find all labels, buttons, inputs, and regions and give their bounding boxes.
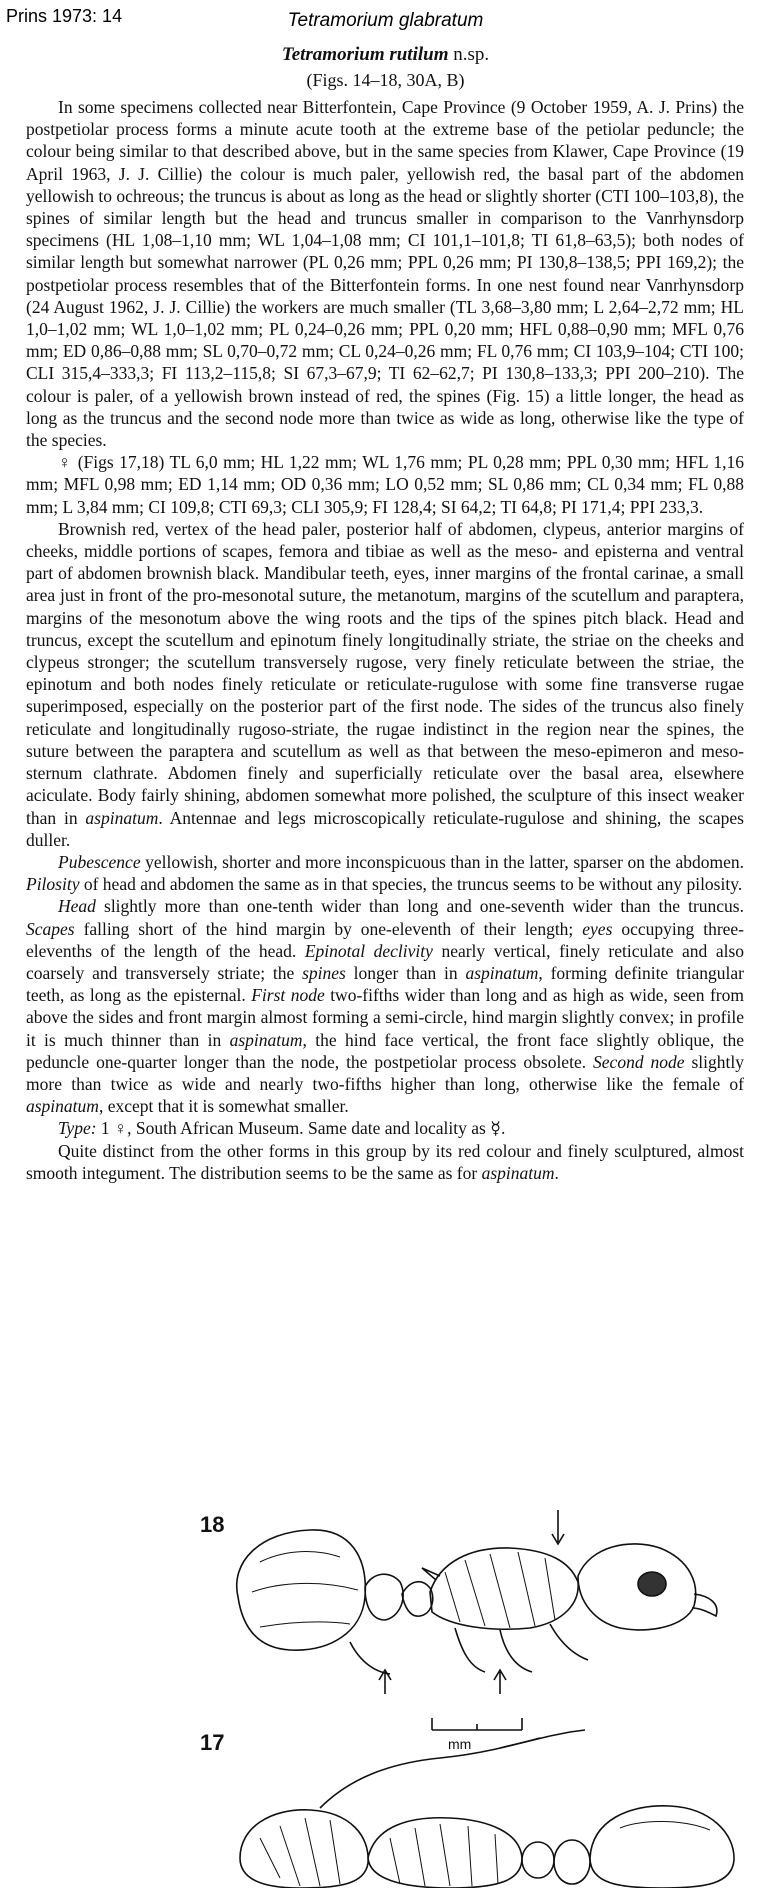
postpetiole-lateral bbox=[365, 1574, 403, 1620]
text-run: . bbox=[554, 1162, 559, 1183]
text-run: 1 ♀, South African Museum. Same date and locality as ☿. bbox=[96, 1118, 506, 1139]
fig-18-label: 18 bbox=[200, 1512, 225, 1537]
text-run: longer than in bbox=[345, 962, 466, 983]
text-run: In some specimens collected near Bitterfontein, Cape Province (9 October 1959, A. J. Prins) the postpetiolar process forms a minute acute tooth at the extreme base of the petiolar peduncle; the colour being similar to that described above, but in the same species from Klawer, Cape Province (19 April 1963, J. J. Cillie) the colour is much paler, yellowish red, the basal part of the abdomen yellowish to ochreous; the truncus is about as long as the head or slightly shorter (CTI 100–103,8), the spines of similar length but the head and truncus smaller in comparison to the Vanrhynsdorp specimens (HL 1,08–1,10 mm; WL 1,04–1,08 mm; CI 101,1–101,8; TI 61,8–63,5); both nodes of similar length but somewhat narrower (PL 0,26 mm; PPL 0,26 mm; PI 130,8–138,5; PPI 169,2); the postpetiolar process resembles that of the Bitterfontein forms. In one nest found near Vanrhynsdorp (24 August 1962, J. J. Cillie) the workers are much smaller (TL 3,68–3,80 mm; L 2,64–2,72 mm; HL 1,0–1,02 mm; WL 1,0–1,02 mm; PL 0,24–0,26 mm; PPL 0,20 mm; HFL 0,88–0,90 mm; MFL 0,76 mm; ED 0,86–0,88 mm; SL 0,70–0,72 mm; CL 0,24–0,26 mm; FL 0,76 mm; CI 103,9–104; CTI 100; CLI 315,4–333,3; FI 113,2–115,8; SI 67,3–67,9; TI 62–62,7; PI 130,8–133,3; PPI 200–210). The colour is paler, of a yellowish brown instead of red, the spines (Fig. 15) a little longer, the head as long as the truncus and the second node more than twice as wide as long, otherwise like the type of the species. bbox=[26, 97, 744, 451]
italic-term: Head bbox=[58, 896, 96, 917]
paragraph bbox=[26, 1140, 744, 1184]
italic-term: First node bbox=[251, 985, 325, 1006]
figure-reference: (Figs. 14–18, 30A, B) bbox=[306, 70, 465, 90]
text-run: occupying three-elevenths of the length of the head. bbox=[26, 918, 745, 961]
paragraph bbox=[26, 451, 744, 518]
truncus-lateral bbox=[430, 1548, 578, 1629]
fig-17-dorsal-drawing bbox=[200, 1708, 740, 1888]
fig-17-label: 17 bbox=[200, 1730, 225, 1755]
text-run: Brownish red, vertex of the head paler, posterior half of abdomen, clypeus, anterior margins of cheeks, middle portions of scapes, femora and tibiae as well as the meso- and episterna and ventral part of abdomen brownish black. Mandibular teeth, eyes, inner margins of the frontal carinae, a small area just in front of the pro-mesonotal suture, the metanotum, margins of the scutellum and paraptera, margins of the mesonotum above the wing roots and the tips of the spines pitch black. Head and truncus, except the scutellum and epinotum finely longitudinally striate, the striae on the cheeks and clypeus stronger; the scutellum transversely rugose, very finely reticulate between the striae, the epinotum and both nodes finely reticulate or reticulate-rugulose with some fine transverse rugae superimposed, especially on the posterior part of the first node. The sides of the truncus also finely reticulate and longitudinally rugoso-striate, the rugae indistinct in the region near the spines, the suture between the paraptera and scutellum as well as that between the meso-epimeron and meso-sternum clathrate. Abdomen finely and superficially reticulate over the basal area, elsewhere aciculate. Body fairly shining, abdomen somewhat more polished, the sculpture of this insect weaker than in bbox=[26, 518, 744, 828]
citation-header: Prins 1973: 14 bbox=[6, 6, 123, 26]
fig-18-lateral-drawing bbox=[200, 1502, 740, 1702]
italic-term: Scapes bbox=[26, 918, 75, 939]
paragraph bbox=[26, 851, 744, 895]
text-run: slightly more than twice as wide and nearly two-fifths higher than long, otherwise like the female of bbox=[26, 1051, 744, 1094]
text-run: yellowish, shorter and more inconspicuous than in the latter, sparser on the abdomen. bbox=[140, 851, 744, 872]
text-run: slightly more than one-tenth wider than long and one-seventh wider than the truncus. bbox=[95, 896, 744, 917]
italic-term: eyes bbox=[582, 918, 613, 939]
abdomen-dorsal bbox=[590, 1806, 734, 1888]
text-run: , except that it is somewhat smaller. bbox=[98, 1096, 349, 1117]
text-run: . Antennae and legs microscopically reticulate-rugulose and shining, the scapes duller. bbox=[26, 807, 744, 850]
running-title: Tetramorium glabratum bbox=[287, 10, 484, 31]
text-run: ♀ (Figs 17,18) TL 6,0 mm; HL 1,22 mm; WL 1,76 mm; PL 0,28 mm; PPL 0,30 mm; HFL 1,16 mm; MFL 0,98 mm; ED 1,14 mm; OD 0,36 mm; LO 0,52 mm; SL 0,86 mm; CL 0,34 mm; FL 0,88 mm; L 3,84 mm; CI 109,8; CTI 69,3; CLI 305,9; FI 128,4; SI 64,2; TI 64,8; PI 171,4; PPI 233,3. bbox=[26, 452, 744, 517]
text-run: , the hind face vertical, the front face slightly oblique, the peduncle one-quarter longer than the node, the postpetiolar process obsolete. bbox=[26, 1029, 744, 1072]
paragraph bbox=[26, 518, 744, 851]
scale-bar-label: mm bbox=[448, 1736, 472, 1752]
italic-term: aspinatum bbox=[85, 807, 159, 828]
text-run: Quite distinct from the other forms in this group by its red colour and finely sculptured, almost smooth integument. The distribution seems to be the same as for bbox=[26, 1140, 744, 1183]
italic-term: aspinatum bbox=[481, 1162, 555, 1183]
abdomen-lateral bbox=[237, 1530, 366, 1650]
species-suffix: n.sp. bbox=[448, 44, 490, 65]
petiole-dorsal bbox=[522, 1842, 554, 1878]
paragraph bbox=[26, 96, 744, 451]
arrow-down bbox=[552, 1510, 564, 1544]
text-run: falling short of the hind margin by one-eleventh of their length; bbox=[74, 918, 583, 939]
italic-term: aspinatum bbox=[26, 1096, 99, 1117]
paragraph bbox=[26, 1117, 744, 1139]
text-run: , forming definite triangular teeth, as long as the episternal. bbox=[26, 962, 745, 1006]
italic-term: Epinotal declivity bbox=[304, 940, 433, 961]
italic-term: Pilosity bbox=[26, 874, 80, 895]
italic-term: aspinatum bbox=[465, 962, 539, 983]
italic-term: Pubescence bbox=[58, 851, 141, 872]
antenna-upper bbox=[320, 1738, 540, 1808]
italic-term: spines bbox=[302, 962, 346, 983]
figure-plate bbox=[200, 1502, 740, 1888]
italic-term: aspinatum bbox=[229, 1029, 303, 1050]
text-run: of head and abdomen the same as in that species, the truncus seems to be without any pilosity. bbox=[79, 874, 743, 895]
species-name: Tetramorium rutilum bbox=[281, 44, 449, 65]
italic-term: Second node bbox=[593, 1051, 685, 1072]
text-run: nearly vertical, finely reticulate and also coarsely and transversely striate; the bbox=[26, 940, 745, 983]
text-run: two-fifths wider than long and as high as wide, seen from above the sides and front margin almost forming a semi-circle, hind margin slightly convex; in profile it is much thinner than in bbox=[26, 985, 744, 1050]
description-text bbox=[26, 96, 744, 1184]
head-lateral bbox=[578, 1544, 696, 1630]
eye bbox=[638, 1572, 666, 1596]
species-title bbox=[0, 44, 771, 66]
head-dorsal bbox=[240, 1810, 368, 1888]
petiole-lateral bbox=[402, 1582, 433, 1616]
arrow-up-right bbox=[494, 1670, 506, 1694]
italic-term: Type: bbox=[58, 1118, 97, 1139]
postpetiole-dorsal bbox=[554, 1840, 590, 1884]
paragraph bbox=[26, 895, 744, 1117]
